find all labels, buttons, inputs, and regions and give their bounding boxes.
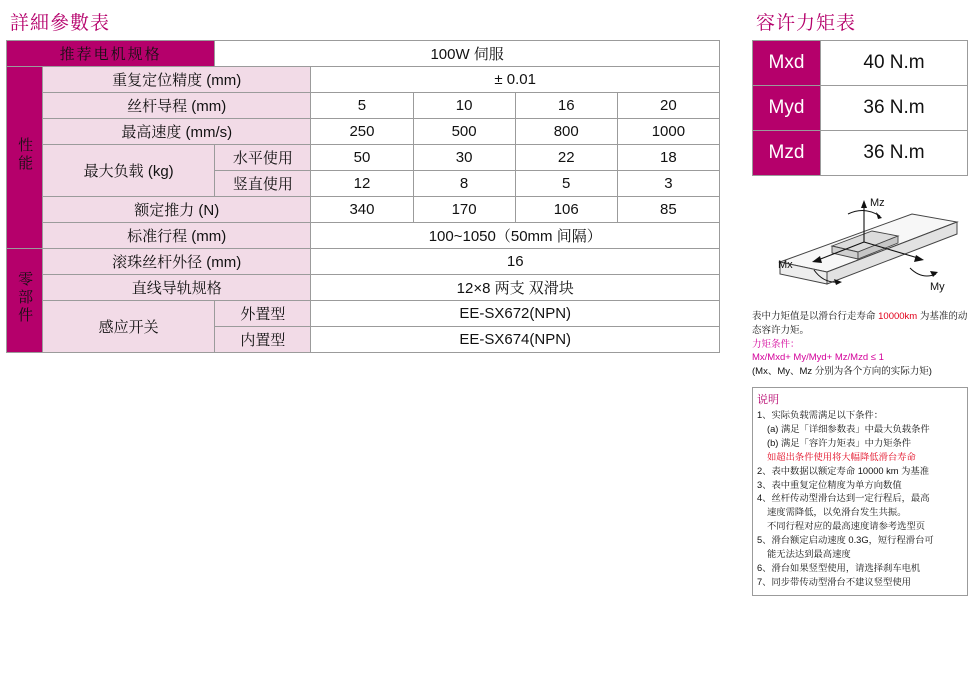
sub-label-horizontal: 水平使用 [215,145,311,171]
table-row [7,41,720,67]
list-item: 3、表中重复定位精度为单方向数值 [757,479,902,490]
page-title: 詳細參數表 [10,13,111,34]
list-item: 7、同步带传动型滑台不建议竖型使用 [757,577,911,588]
sub-label-internal: 内置型 [215,327,311,353]
list-item: 4、丝杆传动型滑台达到一定行程后，最高 [757,493,930,504]
cell-thrust-2: 170 [413,197,515,223]
motor-spec-value: 100W 伺服 [215,41,720,67]
cell-load-h-4: 18 [617,145,719,171]
table-row [7,119,720,145]
list-item: 5、滑台额定启动速度 0.3G，短行程滑台可 [757,535,934,546]
table-row [7,67,720,93]
cell-lead-3: 16 [515,93,617,119]
torque-key-mxd: Mxd [753,41,821,86]
cell-sensor-internal: EE-SX674(NPN) [311,327,720,353]
sub-label-external: 外置型 [215,301,311,327]
cell-sensor-external: EE-SX672(NPN) [311,301,720,327]
cell-load-v-2: 8 [413,171,515,197]
table-row [7,93,720,119]
torque-table [752,40,968,176]
cell-lead-2: 10 [413,93,515,119]
row-label-guide: 直线导轨规格 [43,275,311,301]
torque-panel [752,6,970,668]
torque-key-mzd: Mzd [753,131,821,176]
motor-spec-label: 推荐电机规格 [7,41,215,67]
torque-key-myd: Myd [753,86,821,131]
list-item: 2、表中数据以额定寿命 10000 km 为基准 [757,465,930,476]
row-value-screw: 16 [311,249,720,275]
cell-speed-4: 1000 [617,119,719,145]
table-row [7,249,720,275]
row-label-max-load: 最大负载 (kg) [43,145,215,197]
row-label-stroke: 标准行程 (mm) [43,223,311,249]
cell-load-h-1: 50 [311,145,413,171]
list-item: (b) 满足「容许力矩表」中力矩条件 [767,437,912,448]
description-list [757,409,963,590]
torque-value-mxd: 40 N.m [821,41,968,86]
torque-diagram [752,184,968,304]
cell-lead-4: 20 [617,93,719,119]
table-row [7,223,720,249]
table-row [753,86,968,131]
torque-title: 容许力矩表 [756,13,857,34]
table-row [7,145,720,171]
row-value-stroke: 100~1050（50mm 间隔） [311,223,720,249]
row-label-thrust: 额定推力 (N) [43,197,311,223]
category-performance: 性能 [7,67,43,249]
cell-thrust-3: 106 [515,197,617,223]
spec-table [6,40,720,353]
description-title: 说明 [757,393,779,406]
row-label-accuracy: 重复定位精度 (mm) [43,67,311,93]
table-row [753,131,968,176]
note-line-4: (Mx、My、Mz 分别为各个方向的实际力矩) [752,366,932,378]
diagram-label-mz: Mz [870,197,885,209]
cell-load-h-3: 22 [515,145,617,171]
note-line-1: 表中力矩值是以滑台行走寿命 10000km 为基准的动态容许力矩。 [752,311,968,336]
table-row [7,275,720,301]
cell-load-v-4: 3 [617,171,719,197]
description-box [752,387,968,596]
row-label-max-speed: 最高速度 (mm/s) [43,119,311,145]
row-label-lead: 丝杆导程 (mm) [43,93,311,119]
list-item: (a) 满足「详细参数表」中最大负载条件 [767,423,930,434]
table-row [7,197,720,223]
table-row [753,41,968,86]
row-value-guide: 12×8 两支 双滑块 [311,275,720,301]
cell-load-v-1: 12 [311,171,413,197]
diagram-label-my: My [930,281,945,293]
note-line-2: 力矩条件： [752,338,800,350]
spec-table-panel [6,6,722,668]
cell-load-v-3: 5 [515,171,617,197]
diagram-label-mx: Mx [778,259,793,271]
list-item: 能无法达到最高速度 [767,549,851,560]
list-item: 速度需降低，以免滑台发生共振。 [767,507,907,518]
note-line-3: Mx/Mxd+ My/Myd+ Mz/Mzd ≤ 1 [752,352,884,364]
table-row [7,301,720,327]
list-item: 6、滑台如果竖型使用，请选择刹车电机 [757,563,921,574]
cell-load-h-2: 30 [413,145,515,171]
torque-note [752,310,968,379]
torque-value-myd: 36 N.m [821,86,968,131]
sub-label-vertical: 竖直使用 [215,171,311,197]
list-item: 如超出条件使用将大幅降低滑台寿命 [767,451,916,462]
cell-thrust-4: 85 [617,197,719,223]
row-value-accuracy: ± 0.01 [311,67,720,93]
cell-thrust-1: 340 [311,197,413,223]
cell-speed-1: 250 [311,119,413,145]
cell-speed-3: 800 [515,119,617,145]
list-item: 1、实际负载需满足以下条件： [757,409,884,420]
torque-diagram-svg [752,184,968,304]
row-label-sensor: 感应开关 [43,301,215,353]
category-parts: 零部件 [7,249,43,353]
row-label-screw: 滚珠丝杆外径 (mm) [43,249,311,275]
list-item: 不同行程对应的最高速度请参考选型页 [767,521,926,532]
torque-value-mzd: 36 N.m [821,131,968,176]
cell-speed-2: 500 [413,119,515,145]
cell-lead-1: 5 [311,93,413,119]
